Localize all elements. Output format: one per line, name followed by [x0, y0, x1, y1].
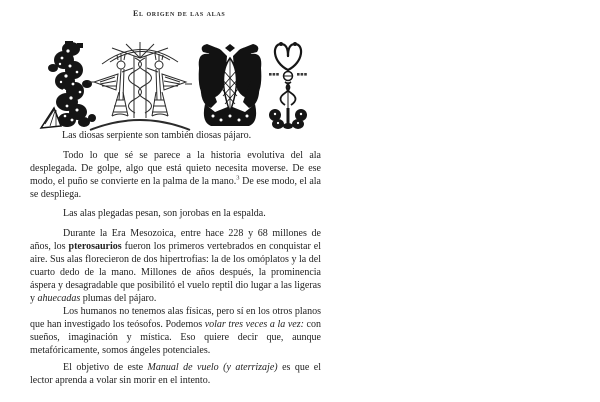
paragraph-5-text: El objetivo de este — [63, 362, 148, 373]
paragraph-3 — [30, 228, 321, 305]
paragraph-2-text: Las alas plegadas pesan, son jorobas en la espalda. — [63, 208, 266, 219]
paragraph-5 — [30, 362, 321, 388]
paragraph-3-text-cont: fueron los primeros vertebrados en conquistar el aire. Sus alas florecieron de dos hipertrofias: la de los omóplatos y la del cuarto dedo de la mano. Millones de años después, la prominencia áspera y desagradable que posibilitó el vuelo reptil dio lugar a las ligeras y — [30, 240, 322, 304]
italic-title-manual: Manual de vuelo (y aterrizaje) — [147, 362, 278, 373]
footnote-marker: 3 — [236, 174, 240, 182]
caduceus-gem-image — [268, 40, 308, 131]
bold-term-pterosaurios: pterosaurios — [68, 240, 122, 252]
italic-phrase-volar: volar tres veces a la vez: — [204, 318, 304, 330]
paragraph-3-text: Durante la Era Mesozoica, entre hace 228 y 68 millones de años, los — [30, 228, 321, 252]
paragraph-1-text-cont: De ese modo, el ala se despliega. — [30, 175, 321, 200]
running-header: El origen de las alas — [133, 9, 226, 18]
italic-term-ahuecadas: ahuecadas — [37, 292, 81, 304]
paragraph-3-text-end: plumas del pájaro. — [80, 292, 157, 304]
twin-bird-emblem-image — [197, 42, 263, 131]
figure-caption: Las diosas serpiente son también diosas pájaro. — [62, 130, 252, 141]
paragraph-2 — [30, 208, 321, 221]
paragraph-4 — [30, 306, 321, 358]
paragraph-1 — [30, 150, 321, 202]
paragraph-4-text: Los humanos no tenemos alas físicas, pero sí en los otros planos que han investigado los teósofos. Podemos — [30, 306, 321, 330]
paragraph-1-text: Todo lo que sé se parece a la historia evolutiva del ala desplegada. De golpe, algo que está quieto necesita moverse. De ese modo, el puño se convierte en la palma de la mano. — [30, 150, 321, 187]
winged-genii-seal-image — [88, 42, 192, 131]
paragraph-4-text-cont: con sueños, imaginación y mística. Eso quiere decir que, aunque metafóricamente, somos ángeles potenciales. — [30, 318, 321, 356]
paragraph-5-text-cont: es que el lector aprenda a volar sin morir en el intento. — [30, 362, 321, 386]
